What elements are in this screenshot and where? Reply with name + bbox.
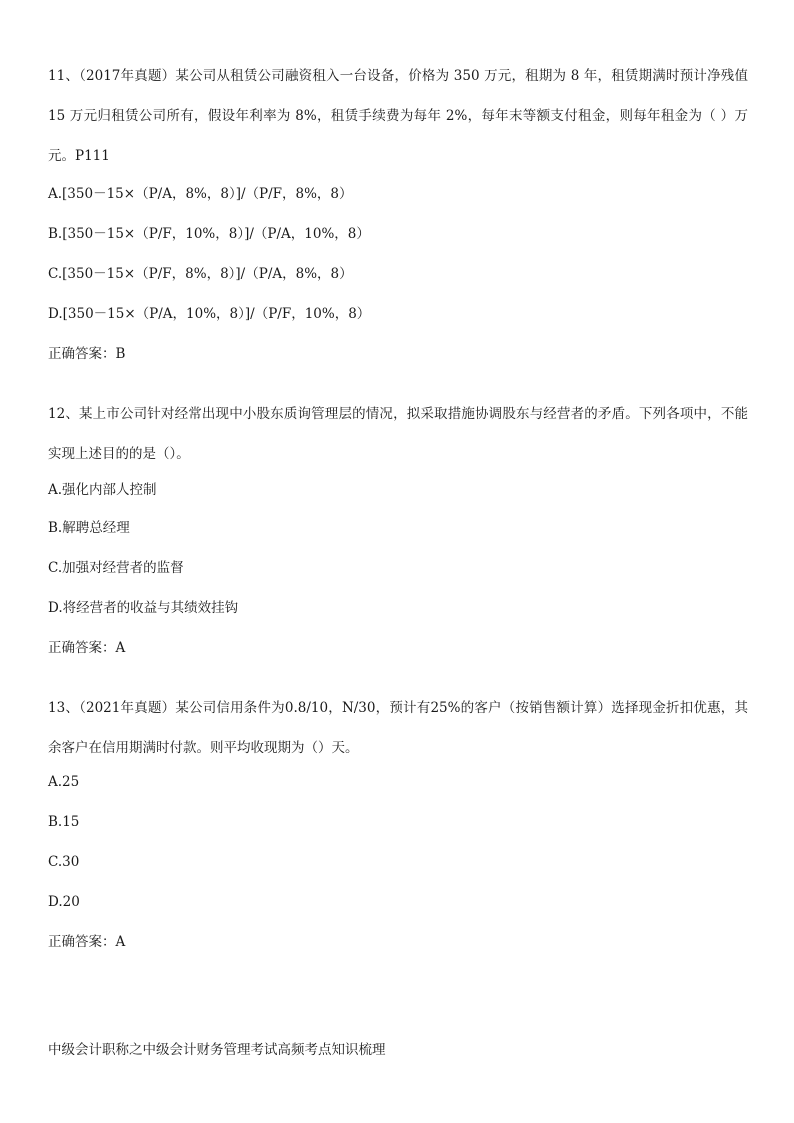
question-13-answer: 正确答案：A [48, 934, 126, 950]
question-11-option-b: B.[350－15×（P/F，10%，8）]/（P/A，10%，8） [48, 226, 370, 242]
question-13-option-c: C.30 [48, 854, 80, 870]
question-11-option-a: A.[350－15×（P/A，8%，8）]/（P/F，8%，8） [48, 186, 353, 202]
question-11-stem: 11、（2017年真题）某公司从租赁公司融资租入一台设备，价格为 350 万元，租期为 8 年，租赁期满时预计净残值 15 万元归租赁公司所有，假设年利率为 8%，租赁手续费为每年 2%，每年末等额支付租金，则每年租金为（ ）万元。P111 [48, 68, 748, 164]
question-13-option-b: B.15 [48, 814, 80, 830]
question-12-option-c: C.加强对经营者的监督 [48, 560, 184, 576]
question-11-answer: 正确答案：B [48, 346, 126, 362]
question-13-stem: 13、（2021年真题）某公司信用条件为0.8/10，N/30，预计有25%的客户（按销售额计算）选择现金折扣优惠，其余客户在信用期满时付款。则平均收现期为（）天。 [48, 700, 748, 756]
page-footer: 中级会计职称之中级会计财务管理考试高频考点知识梳理 [48, 1042, 386, 1058]
question-12-option-d: D.将经营者的收益与其绩效挂钩 [48, 600, 239, 616]
question-11-option-d: D.[350－15×（P/A，10%，8）]/（P/F，10%，8） [48, 306, 371, 322]
question-12-answer: 正确答案：A [48, 640, 126, 656]
question-11-option-c: C.[350－15×（P/F，8%，8）]/（P/A，8%，8） [48, 266, 353, 282]
question-13-option-a: A.25 [48, 774, 80, 790]
question-13-option-d: D.20 [48, 894, 80, 910]
question-12-option-a: A.强化内部人控制 [48, 482, 157, 498]
question-12-stem: 12、某上市公司针对经常出现中小股东质询管理层的情况，拟采取措施协调股东与经营者的矛盾。下列各项中，不能实现上述目的的是（）。 [48, 406, 748, 462]
question-12-option-b: B.解聘总经理 [48, 520, 130, 536]
